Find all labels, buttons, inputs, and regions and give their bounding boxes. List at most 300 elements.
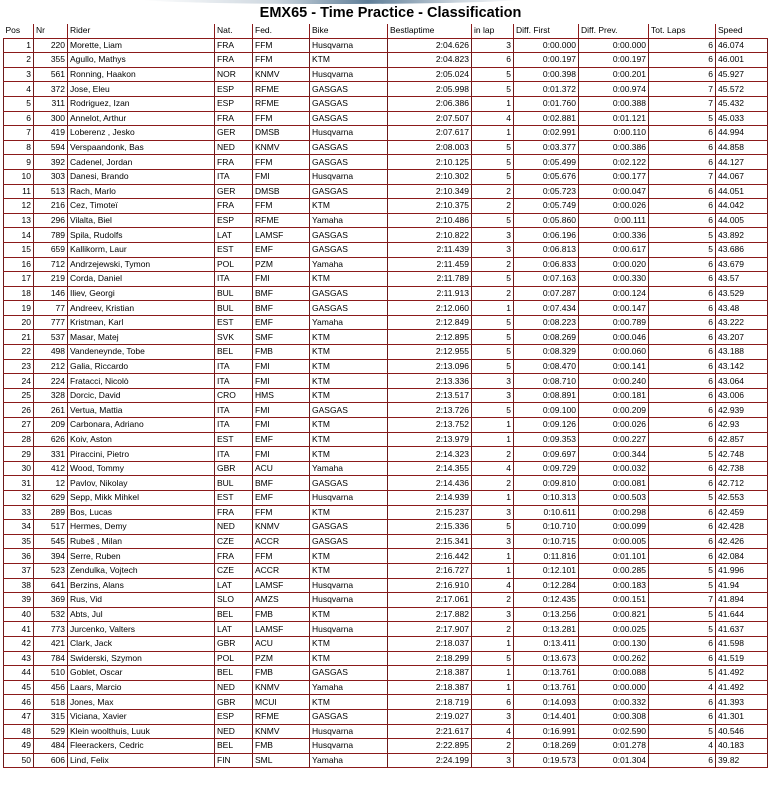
cell-tot-laps: 6 xyxy=(649,388,716,403)
cell-in-lap: 4 xyxy=(472,578,514,593)
cell-pos: 34 xyxy=(4,520,34,535)
cell-tot-laps: 5 xyxy=(649,622,716,637)
cell-pos: 49 xyxy=(4,739,34,754)
table-row xyxy=(4,461,768,476)
cell-nr: 537 xyxy=(34,330,68,345)
cell-diff-first: 0:07.434 xyxy=(514,301,579,316)
cell-bestlaptime: 2:13.336 xyxy=(388,374,472,389)
col-bestlaptime: Bestlaptime xyxy=(388,24,472,38)
cell-pos: 6 xyxy=(4,111,34,126)
cell-speed: 44.127 xyxy=(716,155,768,170)
cell-rider: Sepp, Mikk Mihkel xyxy=(68,491,215,506)
cell-tot-laps: 6 xyxy=(649,301,716,316)
cell-speed: 39.82 xyxy=(716,753,768,768)
cell-speed: 43.188 xyxy=(716,345,768,360)
cell-nr: 392 xyxy=(34,155,68,170)
cell-fed: MCUI xyxy=(253,695,310,710)
cell-fed: KNMV xyxy=(253,140,310,155)
cell-tot-laps: 5 xyxy=(649,563,716,578)
col-in-lap: in lap xyxy=(472,24,514,38)
cell-fed: AMZS xyxy=(253,593,310,608)
cell-bestlaptime: 2:12.849 xyxy=(388,315,472,330)
cell-nat: ESP xyxy=(215,82,253,97)
cell-nat: GBR xyxy=(215,461,253,476)
cell-rider: Jones, Max xyxy=(68,695,215,710)
cell-pos: 11 xyxy=(4,184,34,199)
cell-diff-prev: 0:00.177 xyxy=(579,169,649,184)
cell-fed: PZM xyxy=(253,651,310,666)
cell-diff-first: 0:13.673 xyxy=(514,651,579,666)
cell-speed: 41.598 xyxy=(716,636,768,651)
header-row xyxy=(4,24,768,38)
cell-nr: 594 xyxy=(34,140,68,155)
cell-speed: 43.064 xyxy=(716,374,768,389)
table-row xyxy=(4,739,768,754)
cell-nat: ESP xyxy=(215,96,253,111)
cell-fed: BMF xyxy=(253,476,310,491)
cell-in-lap: 5 xyxy=(472,140,514,155)
cell-nr: 77 xyxy=(34,301,68,316)
cell-nr: 412 xyxy=(34,461,68,476)
cell-tot-laps: 6 xyxy=(649,67,716,82)
cell-bestlaptime: 2:11.913 xyxy=(388,286,472,301)
cell-nr: 303 xyxy=(34,169,68,184)
cell-fed: RFME xyxy=(253,709,310,724)
cell-in-lap: 1 xyxy=(472,301,514,316)
cell-bestlaptime: 2:18.387 xyxy=(388,680,472,695)
cell-pos: 13 xyxy=(4,213,34,228)
cell-tot-laps: 6 xyxy=(649,213,716,228)
cell-tot-laps: 6 xyxy=(649,636,716,651)
cell-nr: 518 xyxy=(34,695,68,710)
cell-rider: Pavlov, Nikolay xyxy=(68,476,215,491)
cell-nat: ITA xyxy=(215,359,253,374)
cell-bestlaptime: 2:17.882 xyxy=(388,607,472,622)
cell-nr: 545 xyxy=(34,534,68,549)
cell-nat: EST xyxy=(215,315,253,330)
table-row xyxy=(4,534,768,549)
table-row xyxy=(4,505,768,520)
cell-bike: KTM xyxy=(310,432,388,447)
cell-bestlaptime: 2:17.061 xyxy=(388,593,472,608)
cell-diff-prev: 0:00.227 xyxy=(579,432,649,447)
cell-nat: GBR xyxy=(215,636,253,651)
cell-nat: NED xyxy=(215,520,253,535)
cell-in-lap: 4 xyxy=(472,461,514,476)
cell-speed: 41.996 xyxy=(716,563,768,578)
cell-tot-laps: 6 xyxy=(649,695,716,710)
cell-fed: KNMV xyxy=(253,520,310,535)
cell-speed: 43.892 xyxy=(716,228,768,243)
cell-bike: Husqvarna xyxy=(310,724,388,739)
cell-pos: 32 xyxy=(4,491,34,506)
cell-bestlaptime: 2:08.003 xyxy=(388,140,472,155)
cell-speed: 42.459 xyxy=(716,505,768,520)
cell-speed: 41.393 xyxy=(716,695,768,710)
table-row xyxy=(4,622,768,637)
cell-pos: 15 xyxy=(4,242,34,257)
cell-rider: Hermes, Demy xyxy=(68,520,215,535)
cell-speed: 43.222 xyxy=(716,315,768,330)
cell-rider: Serre, Ruben xyxy=(68,549,215,564)
cell-in-lap: 1 xyxy=(472,636,514,651)
cell-speed: 44.858 xyxy=(716,140,768,155)
col-speed: Speed xyxy=(716,24,768,38)
cell-tot-laps: 6 xyxy=(649,403,716,418)
table-row xyxy=(4,578,768,593)
cell-bike: KTM xyxy=(310,388,388,403)
table-row xyxy=(4,593,768,608)
cell-diff-prev: 0:00.081 xyxy=(579,476,649,491)
cell-diff-prev: 0:00.308 xyxy=(579,709,649,724)
cell-speed: 42.553 xyxy=(716,491,768,506)
cell-nat: NED xyxy=(215,724,253,739)
cell-nr: 789 xyxy=(34,228,68,243)
cell-rider: Laars, Marcio xyxy=(68,680,215,695)
cell-diff-first: 0:14.093 xyxy=(514,695,579,710)
table-row xyxy=(4,213,768,228)
cell-bike: GASGAS xyxy=(310,96,388,111)
cell-rider: Koiv, Aston xyxy=(68,432,215,447)
cell-bestlaptime: 2:24.199 xyxy=(388,753,472,768)
cell-tot-laps: 6 xyxy=(649,432,716,447)
cell-in-lap: 3 xyxy=(472,709,514,724)
cell-bike: KTM xyxy=(310,374,388,389)
cell-diff-first: 0:10.313 xyxy=(514,491,579,506)
cell-diff-first: 0:05.676 xyxy=(514,169,579,184)
cell-tot-laps: 6 xyxy=(649,184,716,199)
cell-fed: HMS xyxy=(253,388,310,403)
cell-pos: 17 xyxy=(4,272,34,287)
cell-nr: 331 xyxy=(34,447,68,462)
table-row xyxy=(4,418,768,433)
cell-rider: Carbonara, Adriano xyxy=(68,418,215,433)
cell-in-lap: 1 xyxy=(472,680,514,695)
cell-speed: 45.572 xyxy=(716,82,768,97)
cell-nat: GBR xyxy=(215,695,253,710)
cell-pos: 29 xyxy=(4,447,34,462)
cell-diff-prev: 0:00.088 xyxy=(579,666,649,681)
cell-bestlaptime: 2:10.822 xyxy=(388,228,472,243)
cell-in-lap: 2 xyxy=(472,476,514,491)
cell-diff-first: 0:13.256 xyxy=(514,607,579,622)
cell-rider: Andreev, Kristian xyxy=(68,301,215,316)
cell-diff-prev: 0:01.304 xyxy=(579,753,649,768)
cell-bike: KTM xyxy=(310,505,388,520)
cell-diff-first: 0:06.813 xyxy=(514,242,579,257)
cell-rider: Viciana, Xavier xyxy=(68,709,215,724)
cell-nr: 561 xyxy=(34,67,68,82)
cell-diff-first: 0:16.991 xyxy=(514,724,579,739)
cell-speed: 41.301 xyxy=(716,709,768,724)
cell-pos: 42 xyxy=(4,636,34,651)
cell-fed: LAMSF xyxy=(253,622,310,637)
cell-fed: DMSB xyxy=(253,126,310,141)
cell-tot-laps: 7 xyxy=(649,82,716,97)
cell-pos: 22 xyxy=(4,345,34,360)
cell-tot-laps: 6 xyxy=(649,549,716,564)
cell-nr: 224 xyxy=(34,374,68,389)
cell-bike: Yamaha xyxy=(310,680,388,695)
cell-tot-laps: 6 xyxy=(649,140,716,155)
cell-in-lap: 3 xyxy=(472,607,514,622)
cell-bike: Husqvarna xyxy=(310,593,388,608)
cell-rider: Corda, Daniel xyxy=(68,272,215,287)
cell-bestlaptime: 2:14.323 xyxy=(388,447,472,462)
cell-nat: BEL xyxy=(215,607,253,622)
cell-bestlaptime: 2:18.719 xyxy=(388,695,472,710)
cell-diff-first: 0:08.223 xyxy=(514,315,579,330)
cell-fed: FMI xyxy=(253,418,310,433)
cell-in-lap: 3 xyxy=(472,388,514,403)
cell-diff-prev: 0:00.151 xyxy=(579,593,649,608)
table-row xyxy=(4,184,768,199)
cell-diff-prev: 0:00.124 xyxy=(579,286,649,301)
table-row xyxy=(4,228,768,243)
cell-diff-prev: 0:00.025 xyxy=(579,622,649,637)
cell-in-lap: 4 xyxy=(472,724,514,739)
cell-pos: 48 xyxy=(4,724,34,739)
cell-rider: Dorcic, David xyxy=(68,388,215,403)
cell-fed: KNMV xyxy=(253,67,310,82)
cell-fed: ACU xyxy=(253,636,310,651)
col-nat: Nat. xyxy=(215,24,253,38)
cell-diff-prev: 0:00.332 xyxy=(579,695,649,710)
cell-pos: 27 xyxy=(4,418,34,433)
cell-nr: 220 xyxy=(34,38,68,53)
cell-fed: ACU xyxy=(253,461,310,476)
cell-tot-laps: 6 xyxy=(649,374,716,389)
col-bike: Bike xyxy=(310,24,388,38)
col-diff-first: Diff. First xyxy=(514,24,579,38)
cell-nr: 209 xyxy=(34,418,68,433)
cell-speed: 42.939 xyxy=(716,403,768,418)
cell-bike: GASGAS xyxy=(310,111,388,126)
cell-diff-prev: 0:00.000 xyxy=(579,680,649,695)
table-row xyxy=(4,38,768,53)
cell-bike: GASGAS xyxy=(310,184,388,199)
cell-bike: GASGAS xyxy=(310,709,388,724)
cell-fed: BMF xyxy=(253,286,310,301)
cell-nat: ITA xyxy=(215,403,253,418)
cell-diff-first: 0:05.499 xyxy=(514,155,579,170)
cell-bestlaptime: 2:22.895 xyxy=(388,739,472,754)
cell-diff-first: 0:06.196 xyxy=(514,228,579,243)
cell-speed: 40.546 xyxy=(716,724,768,739)
cell-in-lap: 2 xyxy=(472,199,514,214)
cell-bestlaptime: 2:16.442 xyxy=(388,549,472,564)
cell-diff-first: 0:13.761 xyxy=(514,666,579,681)
cell-nr: 212 xyxy=(34,359,68,374)
cell-bike: KTM xyxy=(310,53,388,68)
cell-bike: Yamaha xyxy=(310,213,388,228)
cell-bike: GASGAS xyxy=(310,228,388,243)
cell-pos: 40 xyxy=(4,607,34,622)
cell-nr: 355 xyxy=(34,53,68,68)
cell-diff-prev: 0:00.974 xyxy=(579,82,649,97)
cell-tot-laps: 6 xyxy=(649,359,716,374)
cell-nat: ITA xyxy=(215,272,253,287)
cell-diff-prev: 0:01.101 xyxy=(579,549,649,564)
cell-diff-prev: 0:00.789 xyxy=(579,315,649,330)
cell-rider: Kallikorm, Laur xyxy=(68,242,215,257)
table-row xyxy=(4,388,768,403)
cell-pos: 38 xyxy=(4,578,34,593)
cell-fed: DMSB xyxy=(253,184,310,199)
cell-fed: RFME xyxy=(253,96,310,111)
cell-nat: NED xyxy=(215,140,253,155)
cell-nat: FIN xyxy=(215,753,253,768)
cell-rider: Iliev, Georgi xyxy=(68,286,215,301)
cell-nr: 773 xyxy=(34,622,68,637)
cell-nr: 369 xyxy=(34,593,68,608)
cell-nat: BUL xyxy=(215,301,253,316)
cell-nat: SVK xyxy=(215,330,253,345)
cell-nat: LAT xyxy=(215,578,253,593)
cell-bestlaptime: 2:12.895 xyxy=(388,330,472,345)
cell-tot-laps: 5 xyxy=(649,111,716,126)
cell-in-lap: 3 xyxy=(472,228,514,243)
cell-nat: FRA xyxy=(215,38,253,53)
cell-fed: FFM xyxy=(253,505,310,520)
cell-fed: KNMV xyxy=(253,680,310,695)
cell-speed: 43.679 xyxy=(716,257,768,272)
cell-nr: 641 xyxy=(34,578,68,593)
cell-fed: PZM xyxy=(253,257,310,272)
cell-bestlaptime: 2:10.486 xyxy=(388,213,472,228)
cell-tot-laps: 6 xyxy=(649,38,716,53)
cell-bestlaptime: 2:14.436 xyxy=(388,476,472,491)
cell-bestlaptime: 2:05.998 xyxy=(388,82,472,97)
cell-in-lap: 6 xyxy=(472,53,514,68)
cell-speed: 44.994 xyxy=(716,126,768,141)
cell-tot-laps: 6 xyxy=(649,753,716,768)
cell-bestlaptime: 2:14.939 xyxy=(388,491,472,506)
cell-tot-laps: 5 xyxy=(649,666,716,681)
cell-speed: 44.042 xyxy=(716,199,768,214)
cell-speed: 42.426 xyxy=(716,534,768,549)
cell-pos: 16 xyxy=(4,257,34,272)
cell-speed: 43.207 xyxy=(716,330,768,345)
cell-diff-prev: 0:00.285 xyxy=(579,563,649,578)
cell-nr: 216 xyxy=(34,199,68,214)
cell-fed: KNMV xyxy=(253,724,310,739)
cell-rider: Verspaandonk, Bas xyxy=(68,140,215,155)
cell-nat: FRA xyxy=(215,549,253,564)
cell-pos: 43 xyxy=(4,651,34,666)
cell-speed: 41.637 xyxy=(716,622,768,637)
cell-fed: FMI xyxy=(253,169,310,184)
cell-pos: 35 xyxy=(4,534,34,549)
cell-nat: BUL xyxy=(215,286,253,301)
cell-rider: Wood, Tommy xyxy=(68,461,215,476)
cell-diff-prev: 0:00.141 xyxy=(579,359,649,374)
table-row xyxy=(4,476,768,491)
cell-bestlaptime: 2:18.037 xyxy=(388,636,472,651)
cell-speed: 42.428 xyxy=(716,520,768,535)
cell-speed: 45.033 xyxy=(716,111,768,126)
cell-nr: 261 xyxy=(34,403,68,418)
cell-speed: 45.927 xyxy=(716,67,768,82)
cell-diff-prev: 0:00.005 xyxy=(579,534,649,549)
cell-diff-first: 0:09.729 xyxy=(514,461,579,476)
cell-nat: LAT xyxy=(215,228,253,243)
cell-bestlaptime: 2:04.823 xyxy=(388,53,472,68)
cell-bestlaptime: 2:17.907 xyxy=(388,622,472,637)
cell-diff-prev: 0:00.026 xyxy=(579,418,649,433)
cell-in-lap: 3 xyxy=(472,753,514,768)
cell-fed: SMF xyxy=(253,330,310,345)
table-row xyxy=(4,374,768,389)
cell-diff-first: 0:09.810 xyxy=(514,476,579,491)
cell-pos: 47 xyxy=(4,709,34,724)
cell-rider: Cadenel, Jordan xyxy=(68,155,215,170)
cell-bike: Husqvarna xyxy=(310,622,388,637)
cell-diff-first: 0:13.761 xyxy=(514,680,579,695)
col-fed: Fed. xyxy=(253,24,310,38)
cell-bike: GASGAS xyxy=(310,82,388,97)
cell-rider: Rach, Marlo xyxy=(68,184,215,199)
cell-diff-prev: 0:00.386 xyxy=(579,140,649,155)
cell-diff-first: 0:11.816 xyxy=(514,549,579,564)
cell-diff-first: 0:10.710 xyxy=(514,520,579,535)
cell-diff-prev: 0:02.122 xyxy=(579,155,649,170)
cell-diff-prev: 0:00.183 xyxy=(579,578,649,593)
cell-rider: Vertua, Mattia xyxy=(68,403,215,418)
cell-tot-laps: 5 xyxy=(649,578,716,593)
cell-pos: 39 xyxy=(4,593,34,608)
cell-bike: KTM xyxy=(310,695,388,710)
cell-fed: FFM xyxy=(253,549,310,564)
col-rider: Rider xyxy=(68,24,215,38)
cell-speed: 42.712 xyxy=(716,476,768,491)
cell-pos: 21 xyxy=(4,330,34,345)
table-row xyxy=(4,403,768,418)
cell-bike: GASGAS xyxy=(310,520,388,535)
cell-diff-prev: 0:00.336 xyxy=(579,228,649,243)
table-row xyxy=(4,607,768,622)
cell-in-lap: 1 xyxy=(472,432,514,447)
cell-diff-first: 0:05.860 xyxy=(514,213,579,228)
cell-in-lap: 5 xyxy=(472,82,514,97)
cell-nat: EST xyxy=(215,432,253,447)
cell-nr: 659 xyxy=(34,242,68,257)
cell-in-lap: 6 xyxy=(472,695,514,710)
cell-fed: FMB xyxy=(253,666,310,681)
cell-nat: FRA xyxy=(215,155,253,170)
table-row xyxy=(4,126,768,141)
cell-diff-first: 0:05.749 xyxy=(514,199,579,214)
cell-diff-first: 0:06.833 xyxy=(514,257,579,272)
cell-in-lap: 3 xyxy=(472,374,514,389)
cell-in-lap: 1 xyxy=(472,418,514,433)
cell-fed: RFME xyxy=(253,82,310,97)
table-row xyxy=(4,242,768,257)
cell-fed: FFM xyxy=(253,38,310,53)
cell-nr: 513 xyxy=(34,184,68,199)
table-row xyxy=(4,67,768,82)
cell-tot-laps: 6 xyxy=(649,330,716,345)
cell-pos: 41 xyxy=(4,622,34,637)
cell-bike: GASGAS xyxy=(310,286,388,301)
cell-rider: Danesi, Brando xyxy=(68,169,215,184)
cell-bestlaptime: 2:10.125 xyxy=(388,155,472,170)
cell-pos: 50 xyxy=(4,753,34,768)
cell-bestlaptime: 2:13.096 xyxy=(388,359,472,374)
cell-diff-first: 0:12.284 xyxy=(514,578,579,593)
cell-tot-laps: 6 xyxy=(649,534,716,549)
cell-bestlaptime: 2:07.617 xyxy=(388,126,472,141)
